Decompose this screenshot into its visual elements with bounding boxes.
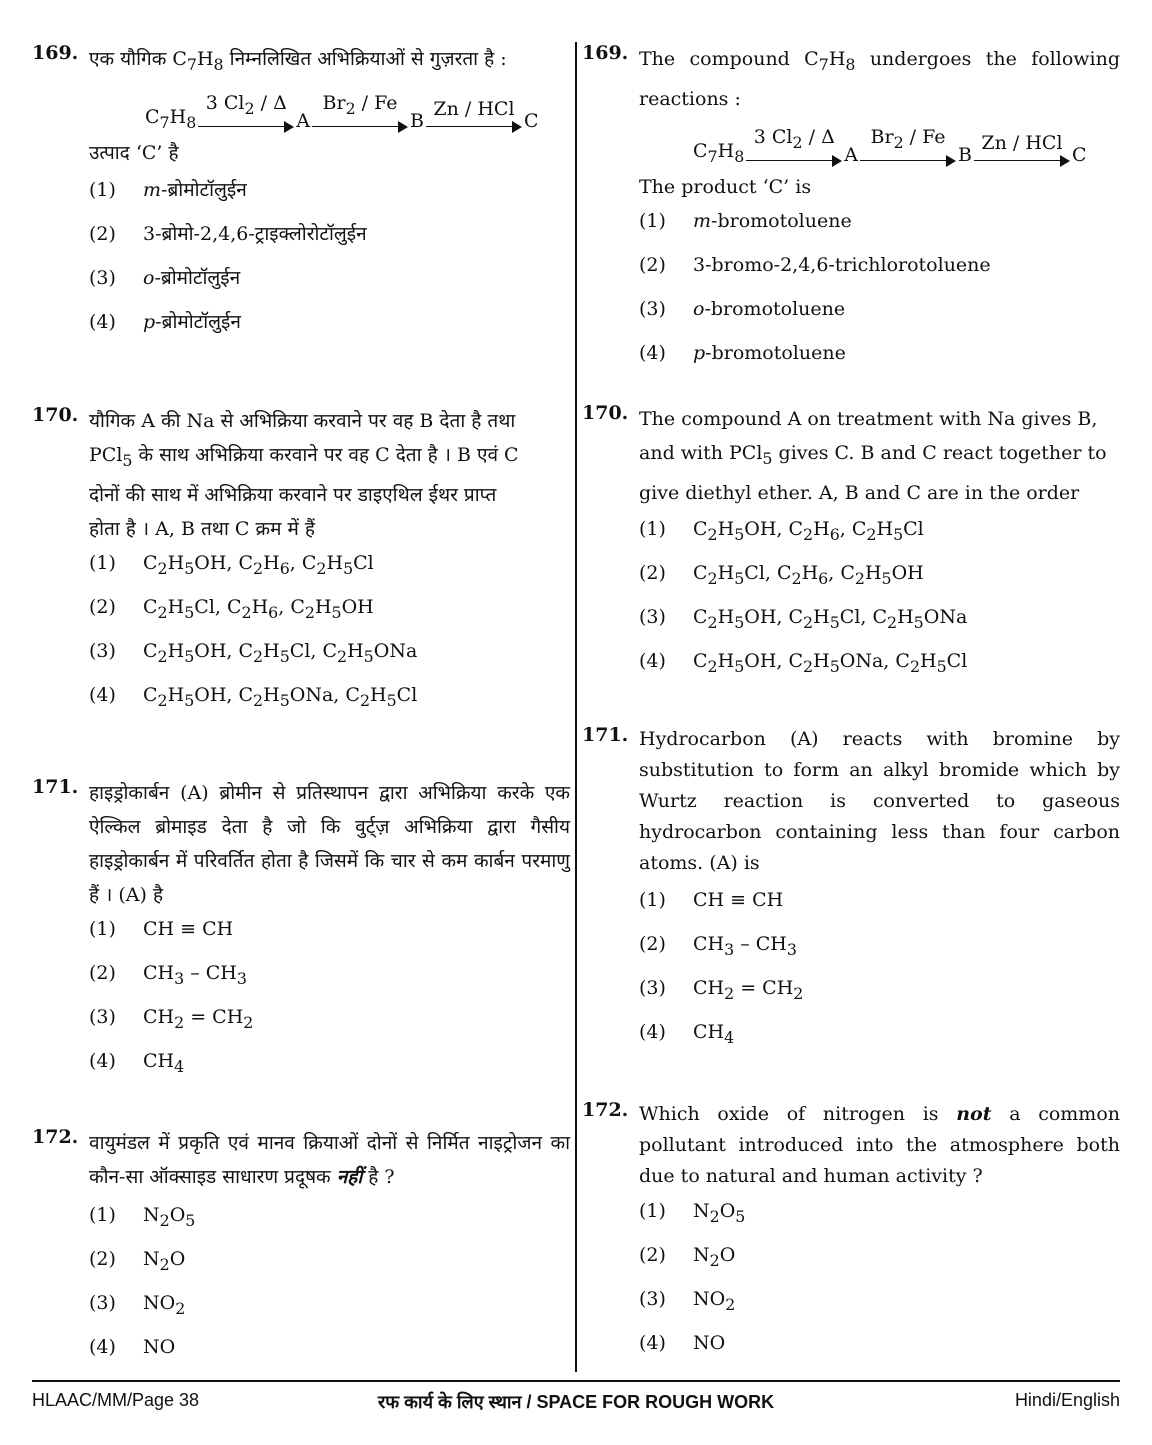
question-169-english [582,42,1120,402]
options [89,918,570,1094]
question-stem: The compound A on treatment with Na gives B, and with PCl$_5$ gives C. B and C react together to give diethyl ether. A, B and C are in the order [639,408,1107,504]
option-1[interactable]: (1) m-ब्रोमोटॉलुईन [89,178,247,201]
arrow-icon [746,154,842,168]
option-2[interactable]: (2) $C_2H_5Cl$, $C_2H_6$, $C_2H_5OH$ [639,561,924,588]
question-stem: The compound $C_7H_8$ undergoes the following reactions : [639,48,1120,110]
question-stem: Hydrocarbon (A) reacts with bromine by substitution to form an alkyl bromide which by Wurtz reaction is converted to gaseous hydrocarbon containing less than four carbon atoms. (A) is [639,728,1120,874]
product-c: C [1071,143,1087,166]
question-stem: Which oxide of nitrogen is not a common pollutant introduced into the atmosphere both due to natural and human activity ? [639,1103,1120,1187]
question-stem: हाइड्रोकार्बन (A) ब्रोमीन से प्रतिस्थापन द्वारा अभिक्रिया करके एक ऐल्किल ब्रोमाइड देता है जो कि वुर्ट्ज़ अभिक्रिया द्वारा गैसीय हाइड्रोकार्बन में परिवर्तित होता है जिसमें कि चार से कम कार्बन परमाणु हैं । (A) है [89,782,570,906]
option-4[interactable]: (4) NO [639,1332,726,1354]
arrow-icon [312,120,408,134]
option-2[interactable]: (2) 3-ब्रोमो-2,4,6-ट्राइक्लोरोटॉलुईन [89,222,367,245]
reaction-arrow-1: 3 $Cl_2$ / Δ [746,126,842,168]
option-1[interactable]: (1) m-bromotoluene [639,209,852,232]
option-4[interactable]: (4) $C_2H_5OH$, $C_2H_5ONa$, $C_2H_5Cl$ [89,683,418,710]
question-172-hindi [32,1126,570,1380]
reactant: $C_7H_8$ [693,140,745,166]
arrow-icon [860,154,956,168]
option-1[interactable]: (1) $C_2H_5OH$, $C_2H_6$, $C_2H_5Cl$ [639,517,924,544]
reaction-arrow-2: $Br_2$ / Fe [860,126,956,168]
question-169-hindi [32,42,570,404]
question-171-english [582,724,1120,1099]
emphasis: नहीं [336,1166,363,1188]
option-3[interactable]: (3) $CH_2 = CH_2$ [639,977,804,1003]
product-line: The product ‘C’ is [639,175,812,198]
footer-divider [32,1380,1120,1382]
option-4[interactable]: (4) $CH_4$ [89,1050,185,1076]
page-code: HLAAC/MM/Page 38 [32,1390,200,1410]
options [639,1200,1120,1376]
language-label: Hindi/English [1014,1390,1120,1410]
rough-work-label: रफ कार्य के लिए स्थान / SPACE FOR ROUGH WORK [377,1392,775,1412]
page-footer [32,1390,1120,1414]
option-4[interactable]: (4) p-bromotoluene [639,341,846,364]
option-3[interactable]: (3) $C_2H_5OH$, $C_2H_5Cl$, $C_2H_5ONa$ [89,639,418,666]
option-2[interactable]: (2) $C_2H_5Cl$, $C_2H_6$, $C_2H_5OH$ [89,595,374,622]
question-number: 172. [32,1126,79,1148]
option-4[interactable]: (4) $CH_4$ [639,1021,735,1047]
reaction-scheme [693,120,1120,168]
product-b: B [958,143,972,166]
question-number: 169. [582,42,629,64]
option-1[interactable]: (1) CH ≡ CH [89,918,234,940]
option-3[interactable]: (3) $NO_2$ [89,1292,186,1318]
question-stem: एक यौगिक $C_7H_8$ निम्नलिखित अभिक्रियाओं से गुज़रता है : [89,48,507,74]
options [89,1204,570,1380]
options [89,176,570,352]
option-3[interactable]: (3) $CH_2 = CH_2$ [89,1006,254,1032]
option-3[interactable]: (3) $C_2H_5OH$, $C_2H_5Cl$, $C_2H_5ONa$ [639,605,968,632]
english-column [582,42,1120,1376]
reaction-arrow-1: 3 $Cl_2$ / Δ [198,92,294,134]
option-1[interactable]: (1) $N_2O_5$ [639,1200,746,1226]
product-line: उत्पाद ‘C’ है [89,141,179,164]
option-2[interactable]: (2) $CH_3 - CH_3$ [639,933,797,959]
option-1[interactable]: (1) $C_2H_5OH$, $C_2H_6$, $C_2H_5Cl$ [89,551,374,578]
question-170-english [582,402,1120,724]
options [89,552,570,728]
question-number: 172. [582,1099,629,1121]
option-3[interactable]: (3) o-bromotoluene [639,297,846,320]
product-c: C [523,109,539,132]
question-number: 170. [32,404,79,426]
reaction-scheme [145,86,570,134]
arrow-icon [426,120,522,134]
question-171-hindi [32,776,570,1126]
option-1[interactable]: (1) CH ≡ CH [639,889,784,911]
hindi-column [32,42,570,1380]
options [639,889,1120,1065]
arrow-icon [974,154,1070,168]
question-number: 169. [32,42,79,64]
reaction-arrow-3: Zn / HCl [426,98,522,134]
arrow-icon [198,120,294,134]
question-number: 171. [32,776,79,798]
reactant: $C_7H_8$ [145,106,197,132]
product-a: A [296,109,311,132]
option-2[interactable]: (2) $N_2O$ [639,1244,736,1270]
option-3[interactable]: (3) $NO_2$ [639,1288,736,1314]
options [639,210,1120,386]
question-number: 170. [582,402,629,424]
question-number: 171. [582,724,629,746]
product-a: A [844,143,859,166]
option-1[interactable]: (1) $N_2O_5$ [89,1204,196,1230]
question-170-hindi [32,404,570,776]
question-stem: वायुमंडल में प्रकृति एवं मानव क्रियाओं दोनों से निर्मित नाइट्रोजन का कौन-सा ऑक्साइड साधारण प्रदूषक नहीं है ? [89,1132,570,1188]
options [639,518,1120,694]
option-2[interactable]: (2) 3-bromo-2,4,6-trichlorotoluene [639,253,991,276]
reaction-arrow-3: Zn / HCl [974,132,1070,168]
option-2[interactable]: (2) $CH_3 - CH_3$ [89,962,247,988]
option-4[interactable]: (4) $C_2H_5OH$, $C_2H_5ONa$, $C_2H_5Cl$ [639,649,968,676]
option-3[interactable]: (3) o-ब्रोमोटॉलुईन [89,266,241,289]
option-2[interactable]: (2) $N_2O$ [89,1248,186,1274]
emphasis: not [956,1103,992,1125]
question-172-english [582,1099,1120,1376]
reaction-arrow-2: $Br_2$ / Fe [312,92,408,134]
option-4[interactable]: (4) NO [89,1336,176,1358]
product-b: B [410,109,424,132]
option-4[interactable]: (4) p-ब्रोमोटॉलुईन [89,310,241,333]
column-divider [575,42,577,1372]
question-stem: यौगिक A की Na से अभिक्रिया करवाने पर वह B देता है तथा PCl$_5$ के साथ अभिक्रिया करवाने पर वह C देता है । B एवं C दोनों की साथ में अभिक्रिया करवाने पर डाइएथिल ईथर प्राप्त होता है । A, B तथा C क्रम में हैं [89,410,519,540]
